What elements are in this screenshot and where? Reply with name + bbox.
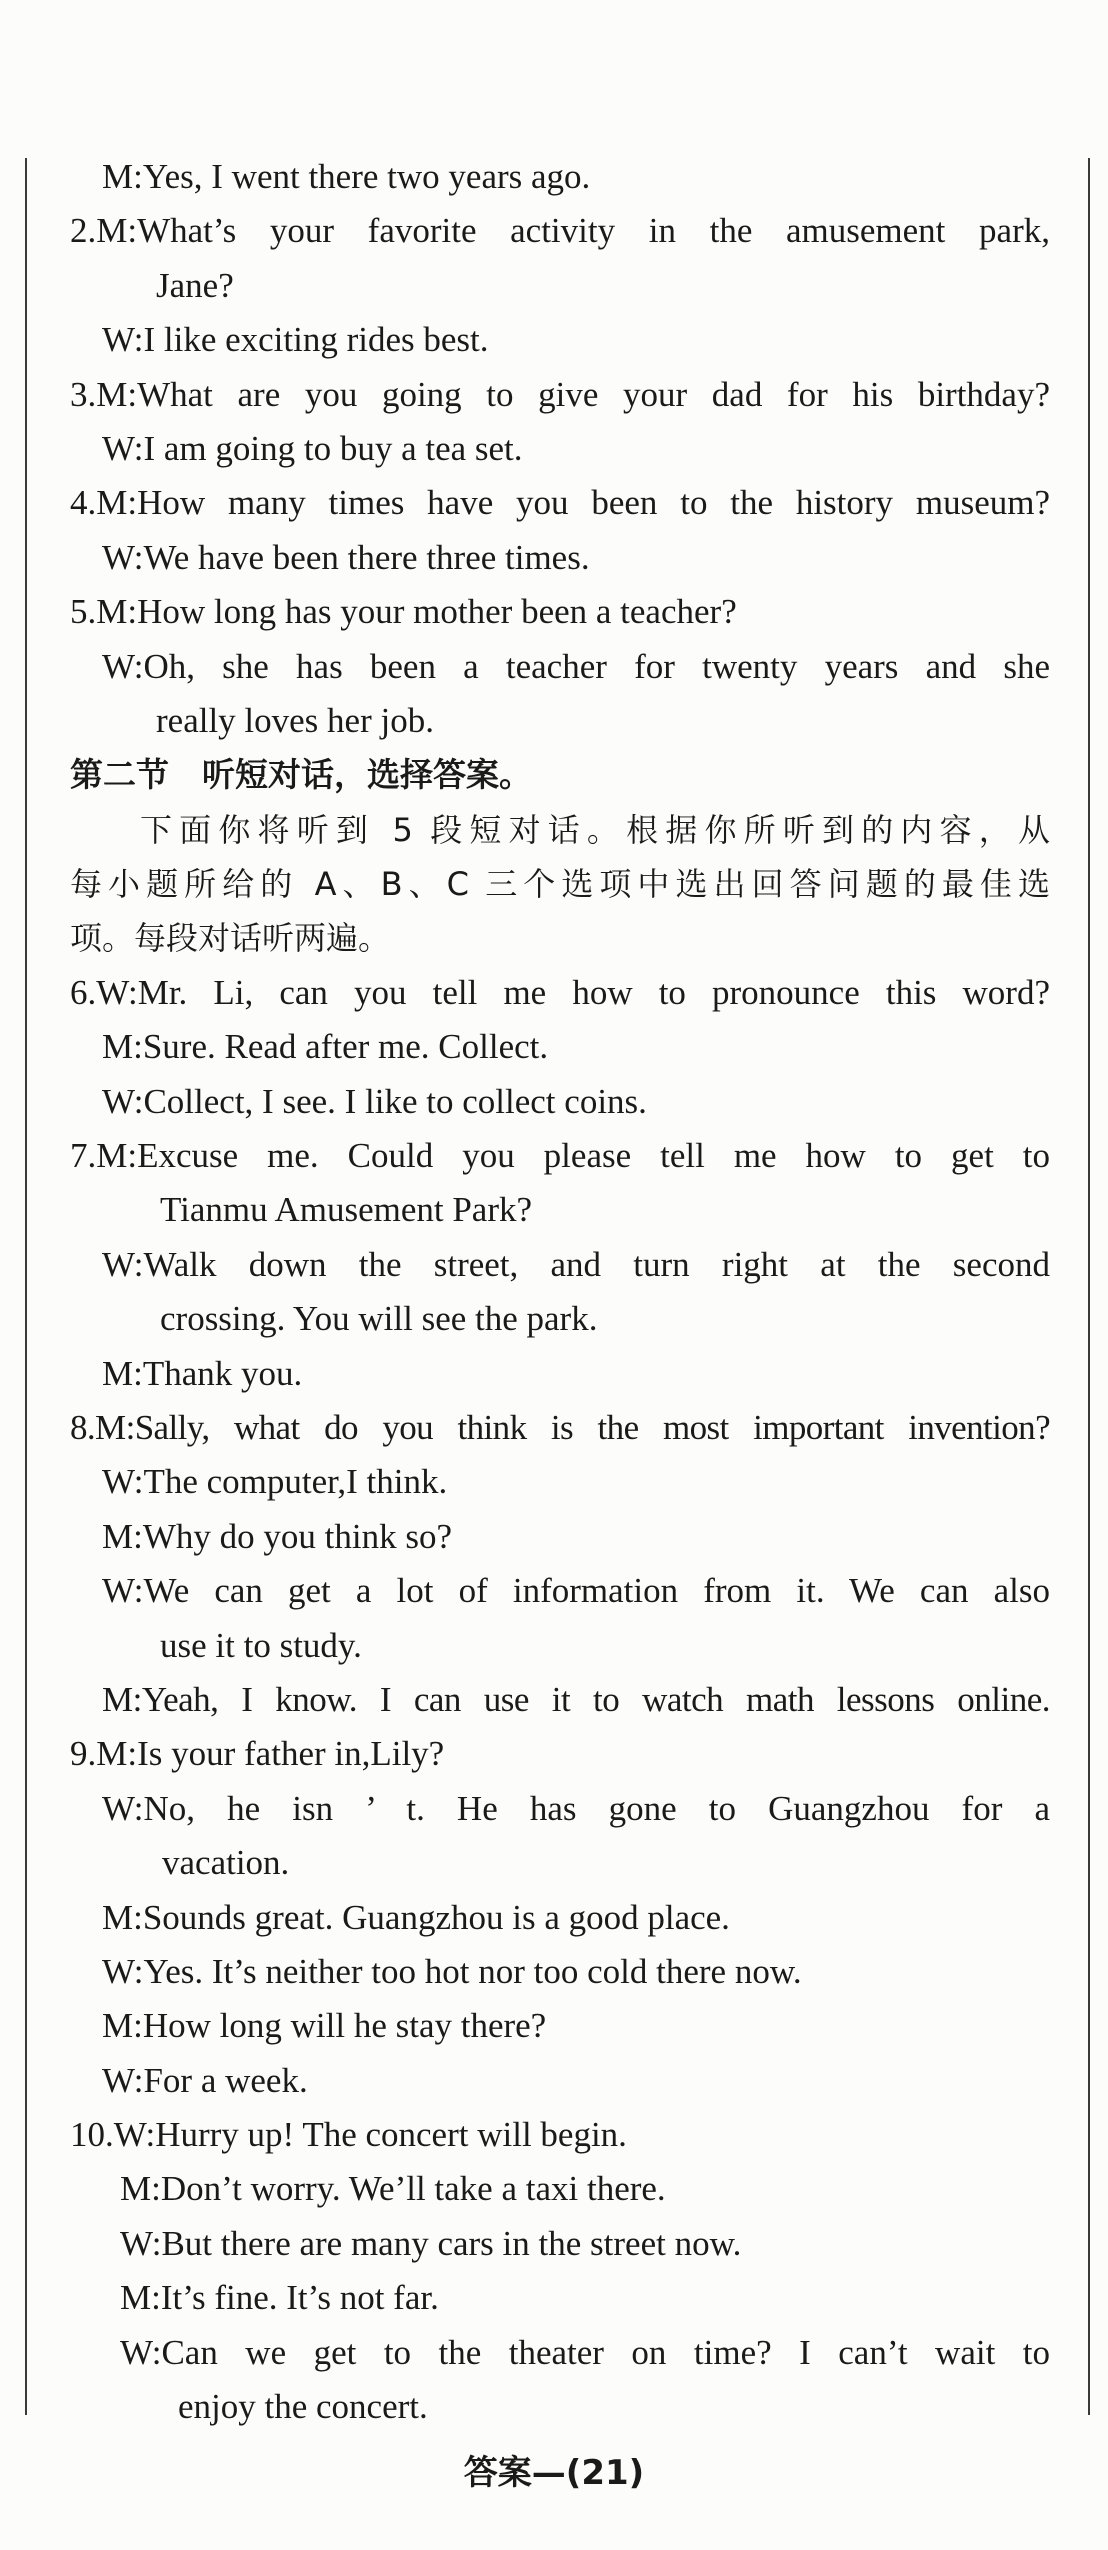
text-line: W:Can we get to the theater on time? I can’t wait to [120, 2332, 1050, 2372]
text-line: W:I am going to buy a tea set. [102, 428, 523, 468]
text-line: 10.W:Hurry up! The concert will begin. [70, 2115, 627, 2155]
text-line: M:Why do you think so? [102, 1516, 452, 1556]
page-footer: 答案—(21) [463, 2453, 645, 2493]
text-line: Jane? [156, 265, 234, 305]
text-line: 5.M:How long has your mother been a teacher? [70, 592, 737, 632]
text-line: W:But there are many cars in the street now. [120, 2223, 742, 2263]
text-line: 9.M:Is your father in,Lily? [70, 1734, 445, 1774]
text-line: M:Thank you. [102, 1353, 303, 1393]
text-line: M:Yes, I went there two years ago. [102, 157, 591, 196]
text-line: W:Walk down the street, and turn right at the second [102, 1244, 1050, 1284]
instruction-line: 每小题所给的 A、B、C 三个选项中选出回答问题的最佳选 [70, 865, 1050, 904]
instruction-line: 下面你将听到 5 段短对话。根据你所听到的内容，从 [140, 810, 1050, 849]
instruction-line: 项。每段对话听两遍。 [70, 919, 391, 958]
text-line: vacation. [162, 1843, 290, 1883]
text-line: W:The computer,I think. [102, 1462, 448, 1502]
text-line: M:Sounds great. Guangzhou is a good place. [102, 1897, 730, 1937]
text-line: M:Don’t worry. We’ll take a taxi there. [120, 2169, 666, 2209]
text-line: 7.M:Excuse me. Could you please tell me how to get to [70, 1136, 1050, 1176]
text-line: 3.M:What are you going to give your dad for his birthday? [70, 374, 1050, 414]
text-line: M:It’s fine. It’s not far. [120, 2278, 439, 2318]
text-line: W:I like exciting rides best. [102, 320, 489, 360]
text-line: 4.M:How many times have you been to the history museum? [70, 483, 1050, 523]
text-line: 2.M:What’s your favorite activity in the amusement park, [70, 211, 1050, 251]
text-line: W:Collect, I see. I like to collect coins. [102, 1081, 647, 1121]
text-line: crossing. You will see the park. [160, 1299, 598, 1339]
text-line: use it to study. [160, 1625, 362, 1665]
right-margin-rule [1088, 158, 1090, 2415]
text-line: W:No, he isn ’ t. He has gone to Guangzhou for a [102, 1788, 1050, 1828]
text-line: enjoy the concert. [178, 2387, 428, 2427]
text-line: W:Oh, she has been a teacher for twenty years and she [102, 646, 1050, 686]
text-line: W:For a week. [102, 2060, 308, 2100]
text-line: 6.W:Mr. Li, can you tell me how to pronounce this word? [70, 972, 1050, 1012]
text-line: M:How long will he stay there? [102, 2006, 547, 2046]
text-line: W:Yes. It’s neither too hot nor too cold there now. [102, 1951, 802, 1991]
text-line: W:We can get a lot of information from it. We can also [102, 1571, 1050, 1611]
text-line: M:Sure. Read after me. Collect. [102, 1027, 549, 1067]
section-heading: 第二节 听短对话，选择答案。 [70, 755, 532, 795]
answer-text-body [70, 150, 1050, 2434]
text-line: M:Yeah, I know. I can use it to watch math lessons online. [102, 1679, 1050, 1719]
text-line: 8.M:Sally, what do you think is the most important invention? [70, 1407, 1050, 1447]
text-line: W:We have been there three times. [102, 537, 590, 577]
text-line: really loves her job. [156, 700, 434, 740]
text-line: Tianmu Amusement Park? [160, 1190, 533, 1230]
left-margin-rule [25, 158, 27, 2415]
